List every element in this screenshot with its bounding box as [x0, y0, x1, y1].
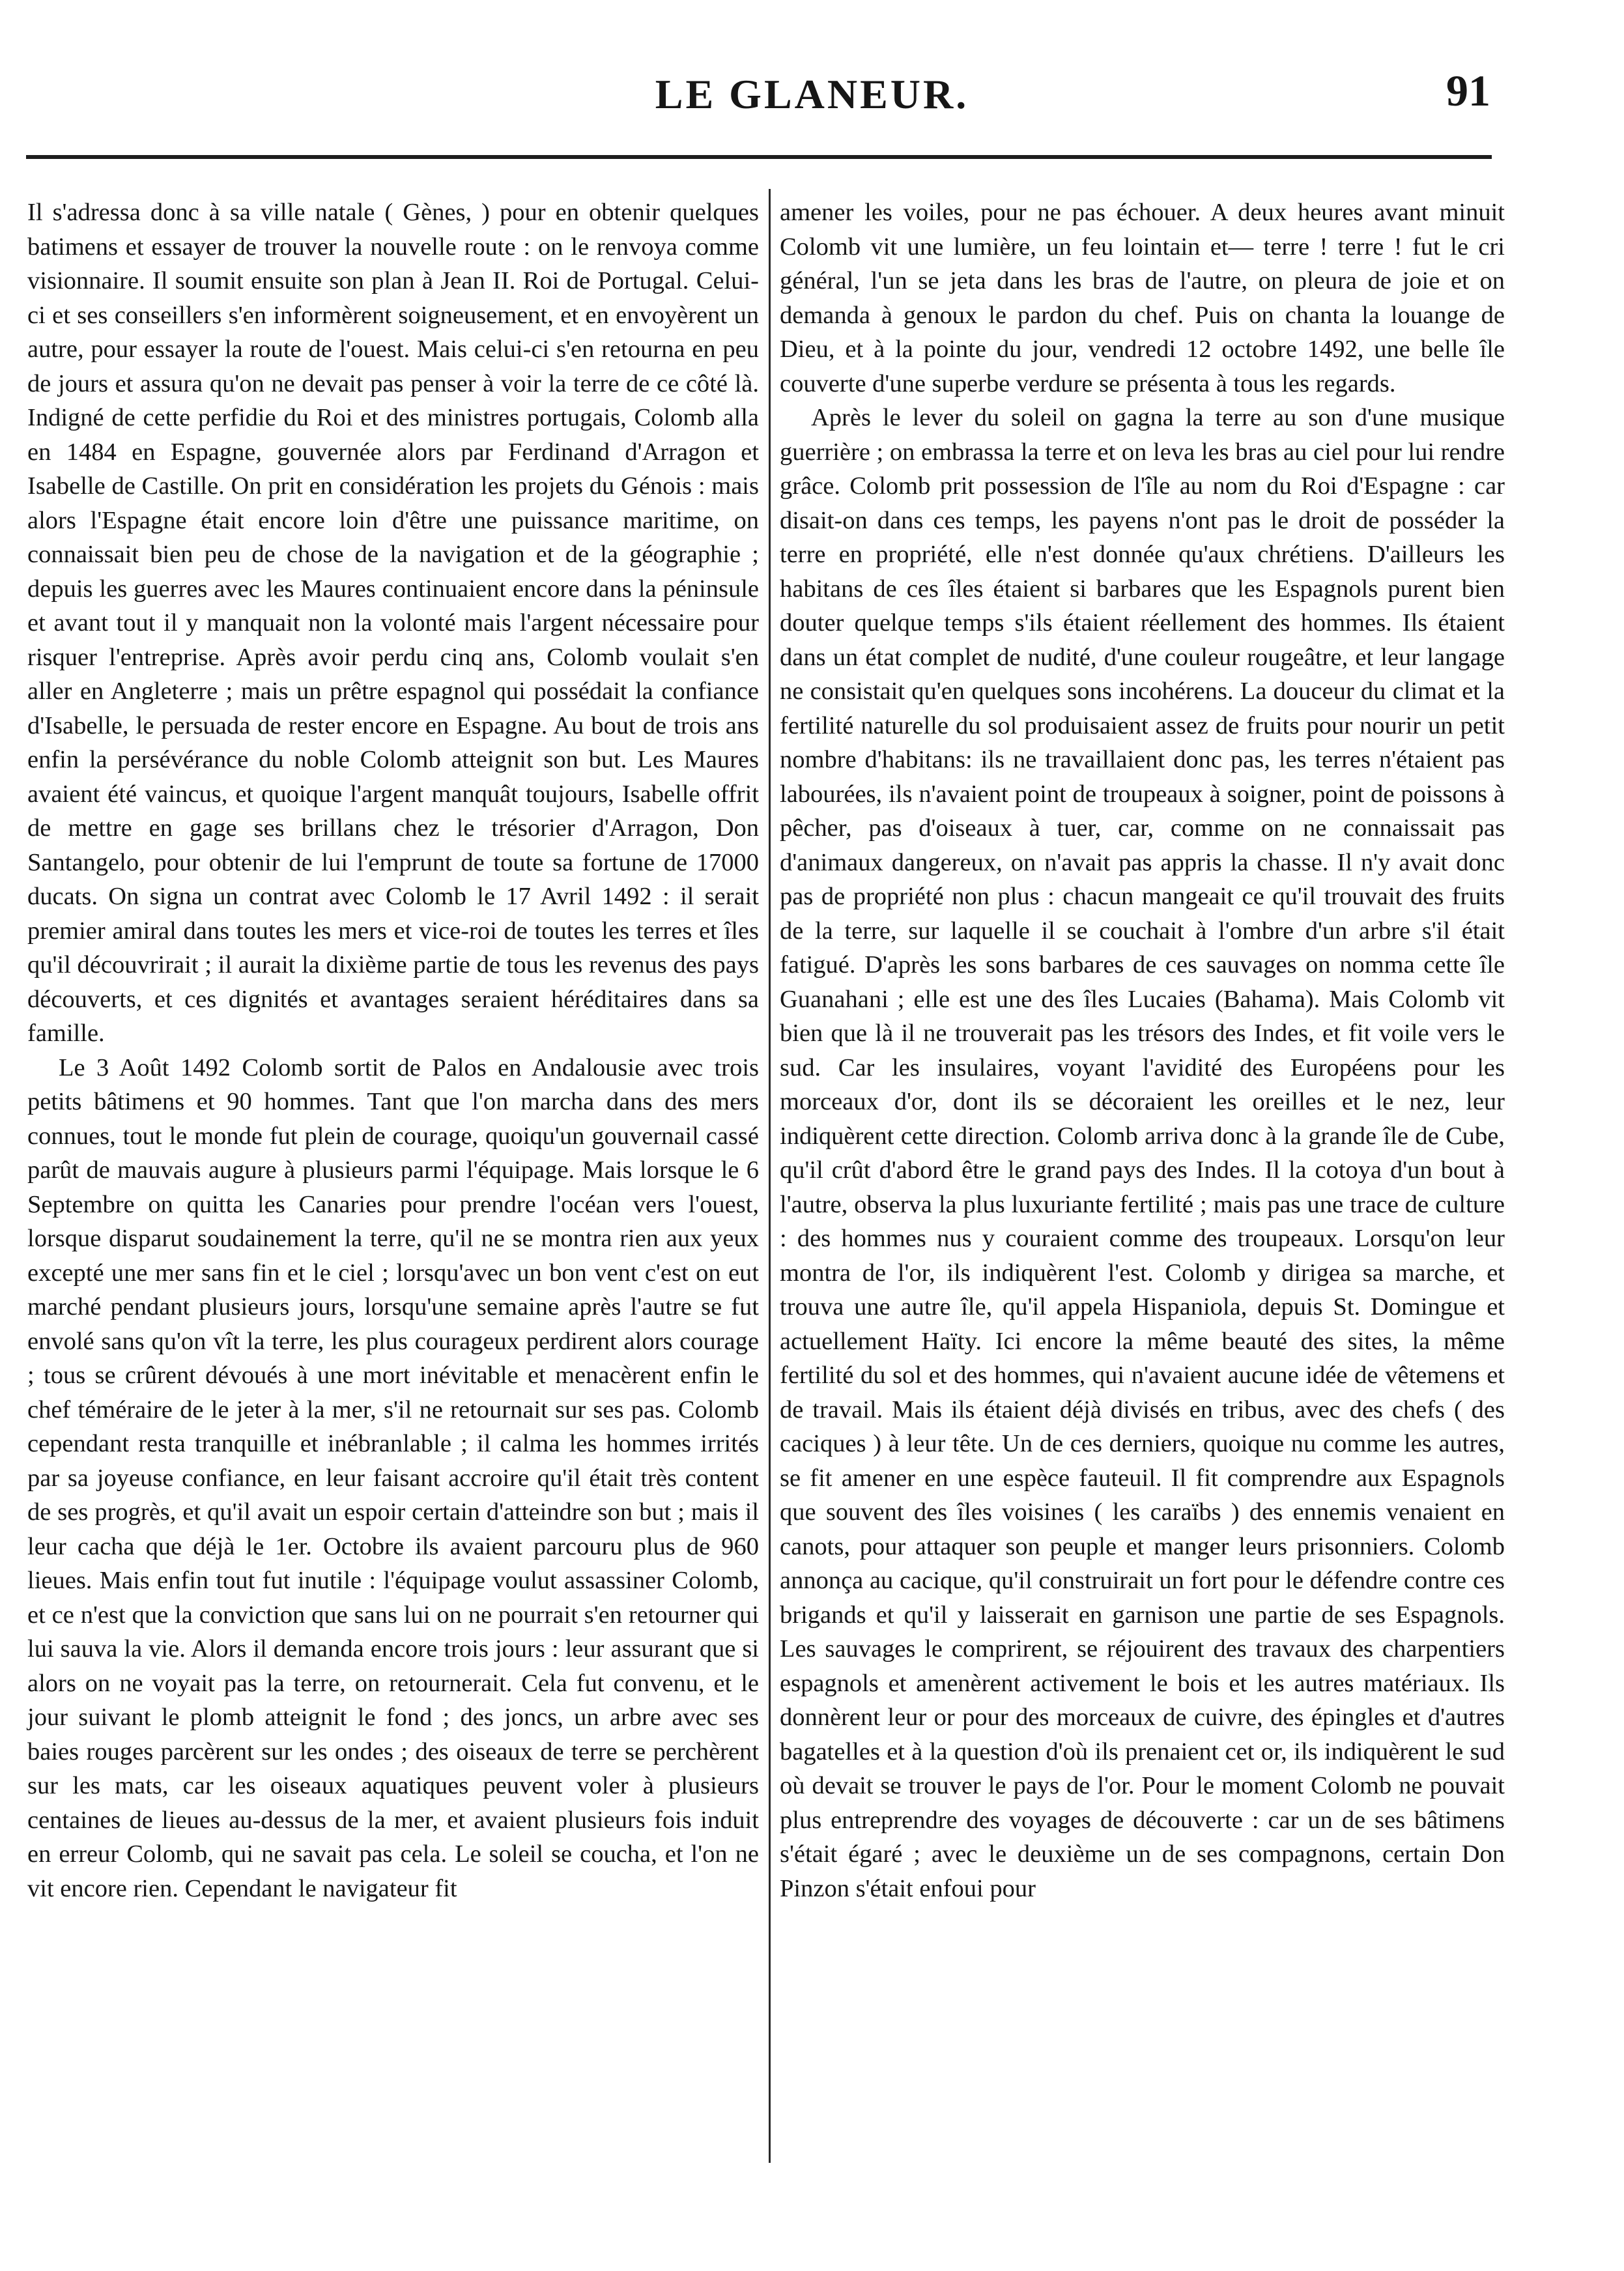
page-title: LE GLANEUR.	[655, 71, 969, 117]
right-column	[780, 195, 1505, 1906]
left-paragraph-2: Le 3 Août 1492 Colomb sortit de Palos en Andalousie avec trois petits bâtimens et 90 hommes. Tant que l'on marcha dans des mers connues, tout le monde fut plein de courage, quoiqu'un gouvernail cassé parût de mauvais augure à plusieurs parmi l'équipage. Mais lorsque le 6 Septembre on quitta les Canaries pour prendre l'océan vers l'ouest, lorsque disparut soudainement la terre, qu'il ne se montra rien aux yeux excepté une mer sans fin et le ciel ; lorsqu'avec un bon vent c'est on eut marché pendant plusieurs jours, lorsqu'une semaine après l'autre se fut envolé sans qu'on vît la terre, les plus courageux perdirent alors courage ; tous se crûrent dévoués à une mort inévitable et menacèrent enfin le chef téméraire de le jeter à la mer, s'il ne retournait sur ses pas. Colomb cependant resta tranquille et inébranlable ; il calma les hommes irrités par sa joyeuse confiance, en leur faisant accroire qu'il était très content de ses progrès, et qu'il avait un espoir certain d'atteindre son but ; mais il leur cacha que déjà le 1er. Octobre ils avaient parcouru plus de 960 lieues. Mais enfin tout fut inutile : l'équipage voulut assassiner Colomb, et ce n'est que la conviction que sans lui on ne pourrait s'en retourner qui lui sauva la vie. Alors il demanda encore trois jours : leur assurant que si alors on ne voyait pas la terre, on retournerait. Cela fut convenu, et le jour suivant le plomb atteignit le fond ; des joncs, un arbre avec ses baies rouges parcèrent sur les ondes ; des oiseaux de terre se perchèrent sur les mats, car les oiseaux aquatiques peuvent voler à plusieurs centaines de lieues au-dessus de la mer, et avaient plusieurs fois induit en erreur Colomb, qui ne savait pas cela. Le soleil se coucha, et l'on ne vit encore rien. Cependant le navigateur fit	[27, 1053, 759, 1902]
left-column	[27, 195, 759, 1906]
column-divider	[769, 189, 771, 2163]
right-paragraph-2: Après le lever du soleil on gagna la terre au son d'une musique guerrière ; on embrassa la terre et on leva les bras au ciel pour lui rendre grâce. Colomb prit possession de l'île au nom du Roi d'Espagne : car disait-on dans ces temps, les payens n'ont pas le droit de posséder la terre en propriété, elle n'est donnée qu'aux chrétiens. D'ailleurs les habitans de ces îles étaient si barbares que les Espagnols purent bien douter quelque temps s'ils étaient réellement des hommes. Ils étaient dans un état complet de nudité, d'une couleur rougeâtre, et leur langage ne consistait qu'en quelques sons incohérens. La douceur du climat et la fertilité naturelle du sol produisaient assez de fruits pour nourir un petit nombre d'habitans: ils ne travaillaient donc pas, les terres n'étaient pas labourées, ils n'avaient point de troupeaux à soigner, point de poissons à pêcher, pas d'oiseaux à tuer, car, comme on ne connaissait pas d'animaux dangereux, on n'avait pas appris la chasse. Il n'y avait donc pas de propriété non plus : chacun mangeait ce qu'il trouvait des fruits de la terre, sur laquelle il se couchait à l'ombre d'un arbre s'il était fatigué. D'après les sons barbares de ces sauvages on nomma cette île Guanahani ; elle est une des îles Lucaies (Bahama). Mais Colomb vit bien que là il ne trouverait pas les trésors des Indes, et fit voile vers le sud. Car les insulaires, voyant l'avidité des Européens pour les morceaux d'or, dont ils se décoraient les oreilles et le nez, leur indiquèrent cette direction. Colomb arriva donc à la grande île de Cube, qu'il crût d'abord être le grand pays des Indes. Il la cotoya d'un bout à l'autre, observa la plus luxuriante fertilité ; mais pas une trace de culture : des hommes nus y couraient comme des troupeaux. Lorsqu'on leur montra de l'or, ils indiquèrent l'est. Colomb y dirigea sa marche, et trouva une autre île, qu'il appela Hispaniola, depuis St. Domingue et actuellement Haïty. Ici encore la même beauté des sites, la même fertilité du sol et des hommes, qui n'avaient aucune idée de vêtemens et de travail. Mais ils étaient déjà divisés en tribus, avec des chefs ( des caciques ) à leur tête. Un de ces derniers, quoique nu comme les autres, se fit amener en une espèce fauteuil. Il fit comprendre aux Espagnols que souvent des îles voisines ( les caraïbs ) des ennemis venaient en canots, pour attaquer son peuple et manger leurs prisonniers. Colomb annonça au cacique, qu'il construirait un fort pour le défendre contre ces brigands et qu'il y laisserait en garnison une partie de ses Espagnols. Les sauvages le comprirent, se réjouirent des travaux des charpentiers espagnols et amenèrent activement le bois et les autres matériaux. Ils donnèrent leur or pour des morceaux de cuivre, des épingles et d'autres bagatelles et à la question d'où ils prenaient cet or, ils indiquèrent le sud où devait se trouver le pays de l'or. Pour le moment Colomb ne pouvait plus entreprendre des voyages de découverte : car un de ses bâtimens s'était égaré ; avec le deuxième un de ses compagnons, certain Don Pinzon s'était enfoui pour	[780, 404, 1505, 1902]
page-number: 91	[1446, 66, 1490, 115]
header-rule	[26, 155, 1492, 159]
right-paragraph-1: amener les voiles, pour ne pas échouer. A deux heures avant minuit Colomb vit une lumière, un feu lointain et— terre ! terre ! fut le cri général, l'un se jeta dans les bras de l'autre, on pleura de joie et on demanda à genoux le pardon du chef. Puis on chanta la louange de Dieu, et à la pointe du jour, vendredi 12 octobre 1492, une belle île couverte d'une superbe verdure se présenta à tous les regards.	[780, 199, 1505, 397]
left-paragraph-1: Il s'adressa donc à sa ville natale ( Gènes, ) pour en obtenir quelques batimens et essayer de trouver la nouvelle route : on le renvoya comme visionnaire. Il soumit ensuite son plan à Jean II. Roi de Portugal. Celui-ci et ses conseillers s'en informèrent soigneusement, et en envoyèrent un autre, pour essayer la route de l'ouest. Mais celui-ci s'en retourna en peu de jours et assura qu'on ne devait pas penser à voir la terre de ce côté là. Indigné de cette perfidie du Roi et des ministres portugais, Colomb alla en 1484 en Espagne, gouvernée alors par Ferdinand d'Arragon et Isabelle de Castille. On prit en considération les projets du Génois : mais alors l'Espagne était encore loin d'être une puissance maritime, on connaissait bien peu de chose de la navigation et de la géographie ; depuis les guerres avec les Maures continuaient encore dans la péninsule et avant tout il y manquait non la volonté mais l'argent nécessaire pour risquer l'entreprise. Après avoir perdu cinq ans, Colomb voulait s'en aller en Angleterre ; mais un prêtre espagnol qui possédait la confiance d'Isabelle, le persuada de rester encore en Espagne. Au bout de trois ans enfin la persévérance du noble Colomb atteignit son but. Les Maures avaient été vaincus, et quoique l'argent manquât toujours, Isabelle offrit de mettre en gage ses brillans chez le trésorier d'Arragon, Don Santangelo, pour obtenir de lui l'emprunt de toute sa fortune de 17000 ducats. On signa un contrat avec Colomb le 17 Avril 1492 : il serait premier amiral dans toutes les mers et vice-roi de toutes les terres et îles qu'il découvrirait ; il aurait la dixième partie de tous les revenus des pays découverts, et ces dignités et avantages seraient héréditaires dans sa famille.	[27, 199, 759, 1047]
